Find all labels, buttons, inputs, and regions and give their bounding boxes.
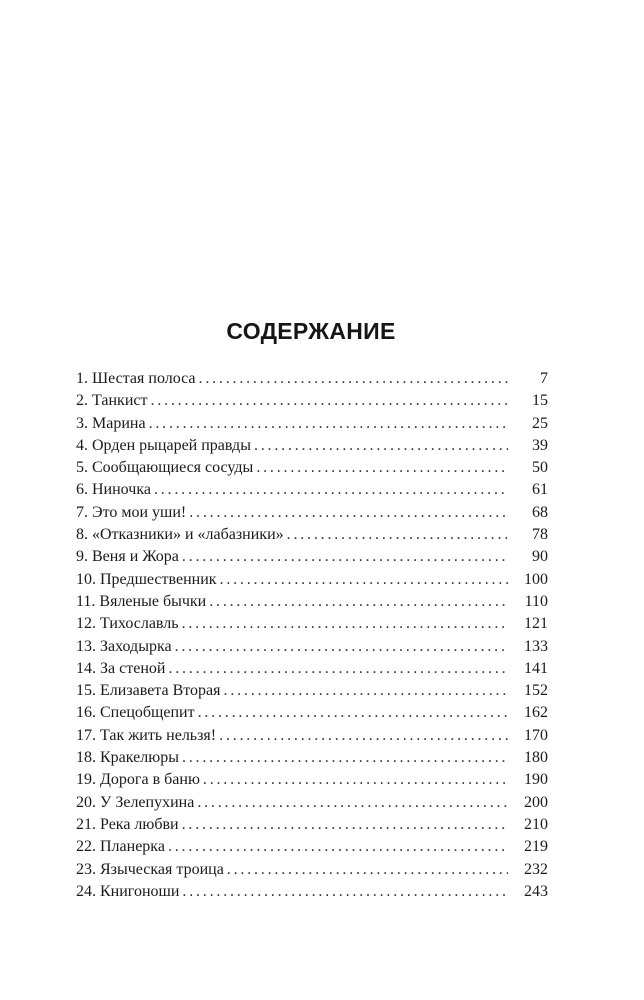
entry-title: Танкист: [92, 392, 148, 410]
entry-title: Река любви: [100, 815, 179, 833]
contents-entry: [76, 457, 548, 479]
entry-title: Кракелюры: [100, 749, 179, 767]
contents-title: СОДЕРЖАНИЕ: [226, 318, 396, 344]
dot-leader: [256, 457, 508, 479]
entry-title: Спецобщепит: [100, 704, 195, 722]
contents-entry: [76, 613, 548, 635]
dot-leader: [182, 747, 508, 769]
contents-entry: [76, 702, 548, 724]
entry-number: 6.: [76, 481, 88, 499]
entry-title: Языческая троица: [100, 860, 224, 878]
contents-entry: [76, 680, 548, 702]
entry-title: Веня и Жора: [92, 548, 179, 566]
entry-number: 7.: [76, 503, 88, 521]
entry-page-number: 39: [532, 436, 548, 454]
entry-number: 2.: [76, 392, 88, 410]
entry-number: 21.: [76, 815, 96, 833]
dot-leader: [182, 881, 508, 903]
entry-number: 8.: [76, 526, 88, 544]
dot-leader: [287, 524, 508, 546]
dot-leader: [182, 613, 508, 635]
contents-entry: [76, 658, 548, 680]
entry-title: «Отказники» и «лабазники»: [92, 526, 284, 544]
entry-title: Марина: [92, 414, 146, 432]
entry-page-number: 243: [524, 882, 548, 900]
entry-page-number: 25: [532, 414, 548, 432]
dot-leader: [254, 435, 508, 457]
contents-entry: [76, 413, 548, 435]
contents-entry: [76, 725, 548, 747]
contents-entry: [76, 881, 548, 903]
dot-leader: [227, 859, 508, 881]
entry-page-number: 50: [532, 459, 548, 477]
dot-leader: [182, 814, 508, 836]
entry-number: 23.: [76, 860, 96, 878]
entry-title: Это мои уши!: [92, 503, 187, 521]
dot-leader: [150, 390, 508, 412]
contents-entry: [76, 390, 548, 412]
contents-entry: [76, 479, 548, 501]
contents-entry: [76, 769, 548, 791]
entry-title: Планерка: [100, 838, 165, 856]
entry-title: Вяленые бычки: [99, 592, 207, 610]
entry-number: 12.: [76, 615, 96, 633]
entry-title: Книгоноши: [100, 882, 180, 900]
entry-title: Так жить нельзя!: [100, 726, 217, 744]
entry-number: 24.: [76, 882, 96, 900]
entry-number: 15.: [76, 682, 96, 700]
entry-number: 22.: [76, 838, 96, 856]
entry-page-number: 78: [532, 526, 548, 544]
entry-title: Орден рыцарей правды: [92, 436, 251, 454]
entry-page-number: 200: [524, 793, 548, 811]
contents-entry: [76, 836, 548, 858]
entry-page-number: 133: [524, 637, 548, 655]
dot-leader: [197, 792, 508, 814]
entry-page-number: 15: [532, 392, 548, 410]
entry-page-number: 180: [524, 749, 548, 767]
entry-page-number: 7: [540, 370, 548, 387]
entry-page-number: 110: [524, 592, 548, 610]
entry-page-number: 90: [532, 548, 548, 566]
entry-page-number: 61: [532, 481, 548, 499]
contents-entry: [76, 792, 548, 814]
entry-number: 5.: [76, 459, 88, 477]
dot-leader: [220, 569, 508, 591]
entry-number: 20.: [76, 793, 96, 811]
entry-title: Сообщающиеся сосуды: [92, 459, 254, 477]
contents-entry: [76, 859, 548, 881]
entry-page-number: 162: [524, 704, 548, 722]
entry-page-number: 68: [532, 503, 548, 521]
entry-page-number: 219: [524, 838, 548, 856]
entry-number: 19.: [76, 771, 96, 789]
contents-entry: [76, 524, 548, 546]
entry-title: За стеной: [100, 659, 166, 677]
contents-entry: [76, 636, 548, 658]
dot-leader: [224, 680, 508, 702]
dot-leader: [182, 546, 508, 568]
entry-number: 18.: [76, 749, 96, 767]
entry-title: Дорога в баню: [100, 771, 200, 789]
dot-leader: [198, 702, 508, 724]
dot-leader: [168, 658, 508, 680]
dot-leader: [154, 479, 508, 501]
dot-leader: [199, 368, 508, 390]
entry-page-number: 170: [524, 726, 548, 744]
entry-number: 16.: [76, 704, 96, 722]
dot-leader: [175, 636, 508, 658]
contents-entry: [76, 435, 548, 457]
contents-entry: [76, 569, 548, 591]
entry-page-number: 210: [524, 815, 548, 833]
entry-number: 14.: [76, 659, 96, 677]
entry-number: 11.: [76, 592, 96, 610]
entry-page-number: 152: [524, 682, 548, 700]
dot-leader: [189, 502, 508, 524]
dot-leader: [149, 413, 508, 435]
entry-page-number: 100: [524, 570, 548, 588]
dot-leader: [209, 591, 508, 613]
entry-number: 4.: [76, 436, 88, 454]
entry-title: Предшественник: [100, 570, 217, 588]
contents-entry: [76, 591, 548, 613]
dot-leader: [168, 836, 508, 858]
entry-number: 17.: [76, 726, 96, 744]
entry-number: 9.: [76, 548, 88, 566]
entry-title: Тихославль: [100, 615, 179, 633]
entry-title: Елизавета Вторая: [100, 682, 221, 700]
contents-entry: [76, 502, 548, 524]
contents-entry: [76, 747, 548, 769]
entry-number: 3.: [76, 414, 88, 432]
entry-page-number: 232: [524, 860, 548, 878]
contents-entry: [76, 368, 548, 390]
dot-leader: [203, 769, 508, 791]
entry-title: Ниночка: [92, 481, 151, 499]
entry-title: У Зелепухина: [100, 793, 195, 811]
contents-entry: [76, 814, 548, 836]
entry-number: 1.: [76, 370, 88, 387]
entry-number: 10.: [76, 570, 96, 588]
entry-page-number: 121: [524, 615, 548, 633]
entry-number: 13.: [76, 637, 96, 655]
entry-page-number: 190: [524, 771, 548, 789]
entry-page-number: 141: [524, 659, 548, 677]
contents-entry: [76, 546, 548, 568]
entry-title: Заходырка: [100, 637, 172, 655]
contents-list: [76, 368, 548, 903]
dot-leader: [219, 725, 508, 747]
entry-title: Шестая полоса: [92, 370, 196, 387]
